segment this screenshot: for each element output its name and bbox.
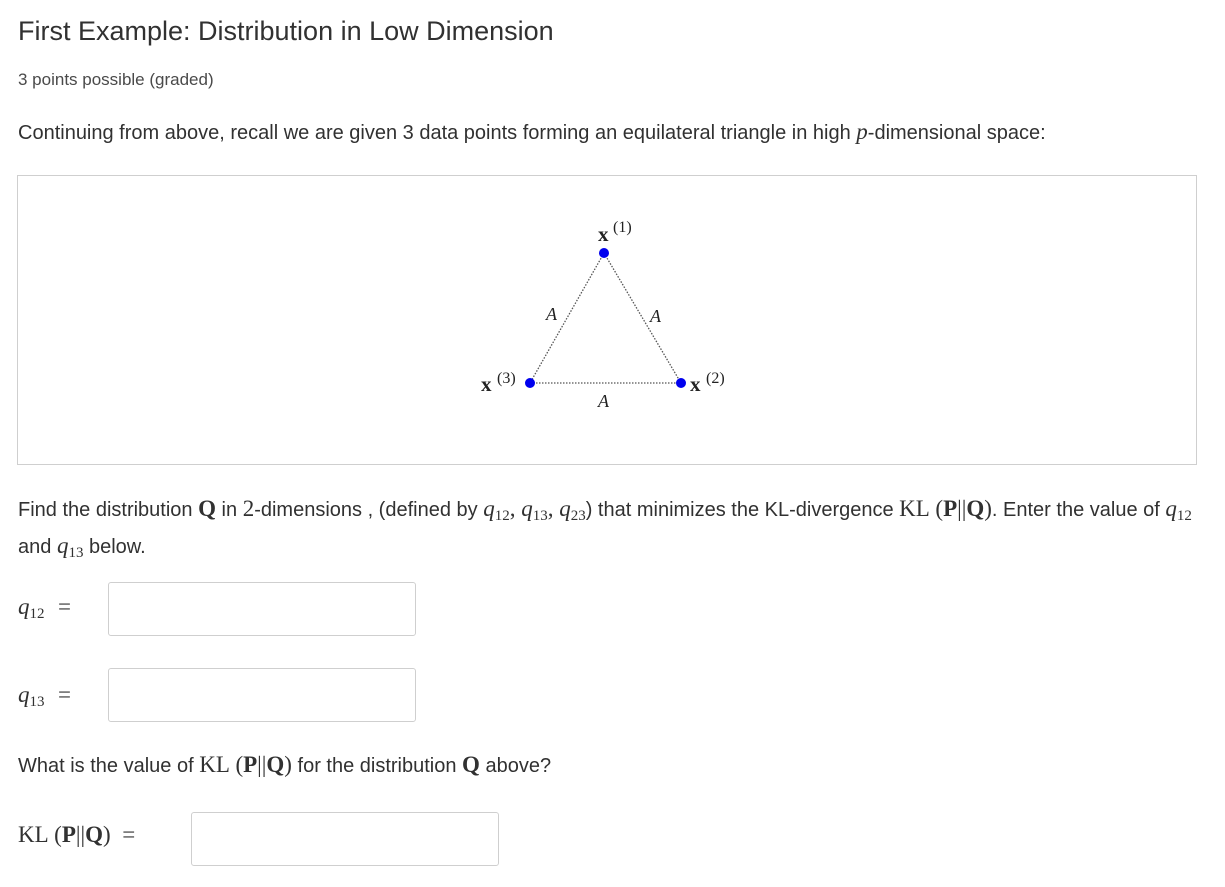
q12-field[interactable] bbox=[108, 582, 416, 636]
label-x1-sup: (1) bbox=[613, 219, 632, 236]
question-2-text: What is the value of KL (P||Q) for the distribution Q above? bbox=[18, 752, 552, 777]
edge-1-3 bbox=[530, 253, 604, 383]
label-x2: x bbox=[690, 372, 701, 396]
triangle-diagram bbox=[18, 176, 1196, 464]
point-x1 bbox=[599, 248, 609, 258]
intro-text: Continuing from above, recall we are given 3 data points forming an equilateral triangle in high p-dimensional space: bbox=[18, 119, 1046, 144]
points-possible: 3 points possible (graded) bbox=[18, 70, 214, 89]
q13-label: $q_{13}$ = bbox=[18, 682, 71, 710]
triangle-figure bbox=[17, 175, 1197, 465]
label-x3: x bbox=[481, 372, 492, 396]
point-x2 bbox=[676, 378, 686, 388]
edge-label-right: A bbox=[650, 306, 661, 326]
edge-label-left: A bbox=[546, 304, 557, 324]
label-x3-sup: (3) bbox=[497, 370, 516, 387]
q12-label: $q_{12}$ = bbox=[18, 594, 71, 622]
q13-input[interactable] bbox=[109, 669, 415, 721]
label-x2-sup: (2) bbox=[706, 370, 725, 387]
edge-1-2 bbox=[604, 253, 681, 383]
point-x3 bbox=[525, 378, 535, 388]
edge-label-bottom: A bbox=[598, 391, 609, 411]
kl-input[interactable] bbox=[192, 813, 498, 865]
math-p: p bbox=[856, 119, 868, 144]
kl-label: KL (P||Q) = bbox=[18, 822, 136, 847]
label-x1: x bbox=[598, 222, 609, 246]
q12-input[interactable] bbox=[109, 583, 415, 635]
kl-field[interactable] bbox=[191, 812, 499, 866]
q13-field[interactable] bbox=[108, 668, 416, 722]
problem-title: First Example: Distribution in Low Dimension bbox=[18, 16, 554, 46]
question-1-text: Find the distribution Q in 2-dimensions , (defined by $q_{12}$, $q_{13}$, $q_{23}$) that minimizes the KL-divergence KL (P||Q). Enter the value of $q_{12}$ and $q_{13}$ below. bbox=[18, 496, 1192, 561]
